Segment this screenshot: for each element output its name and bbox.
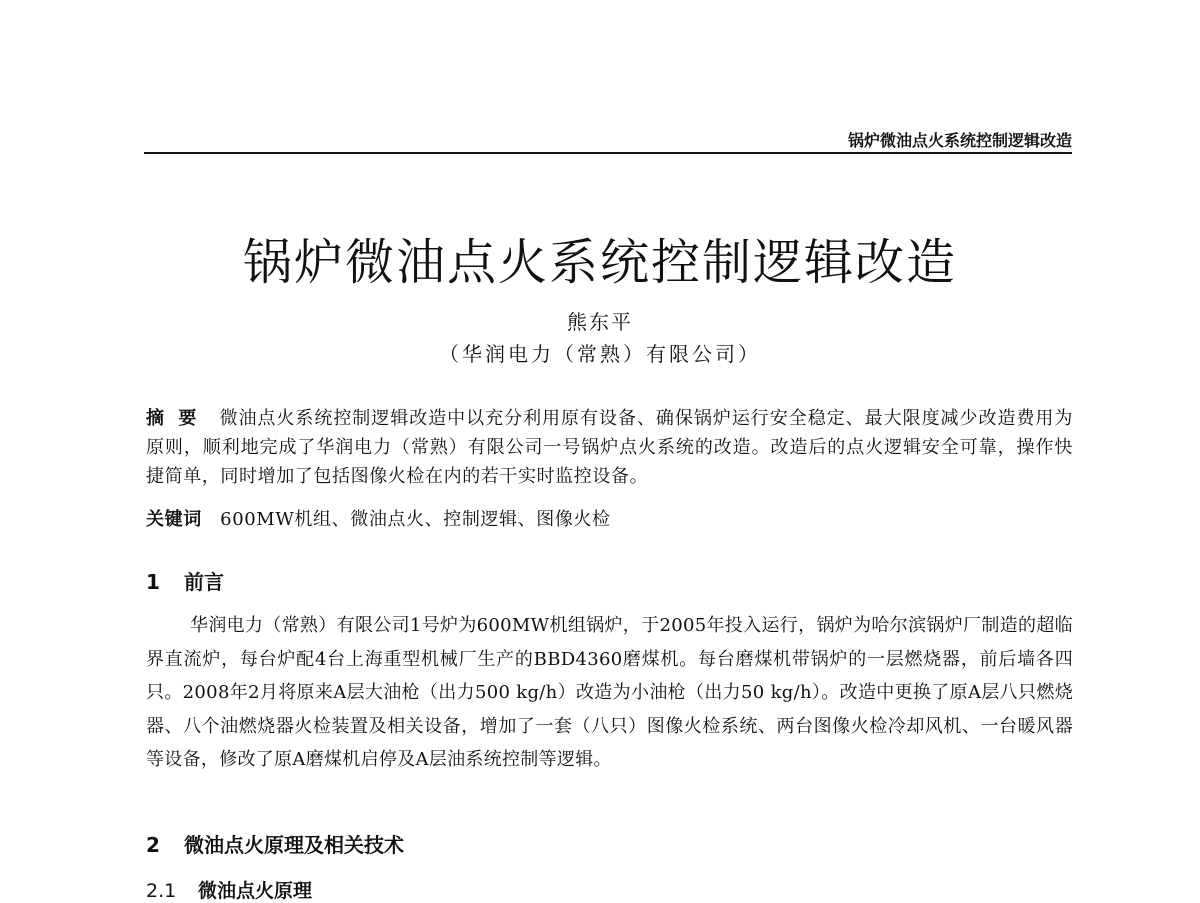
section-1-body: 华润电力（常熟）有限公司1号炉为600MW机组锅炉，于2005年投入运行，锅炉为哈尔滨锅炉厂制造的超临界直流炉，每台炉配4台上海重型机械厂生产的BBD4360磨煤机。每台磨煤机带锅炉的一层燃烧器，前后墙各四只。2008年2月将原来A层大油枪（出力500 kg/h）改造为小油枪（出力50 kg/h）。改造中更换了原A层八只燃烧器、八个油燃烧器火检装置及相关设备，增加了一套（八只）图像火检系统、两台图像火检冷却风机、一台暖风器等设备，修改了原A磨煤机启停及A层油系统控制等逻辑。 <box>146 615 1073 771</box>
running-header: 锅炉微油点火系统控制逻辑改造 <box>847 131 1072 150</box>
header-rule <box>144 152 1072 154</box>
subsection-heading-2-1 <box>146 876 312 903</box>
section-number: 2 <box>146 833 160 857</box>
subsection-number: 2.1 <box>146 880 177 902</box>
abstract-text: 微油点火系统控制逻辑改造中以充分利用原有设备、确保锅炉运行安全稳定、最大限度减少改造费用为原则，顺利地完成了华润电力（常熟）有限公司一号锅炉点火系统的改造。改造后的点火逻辑安全可靠，操作快捷简单，同时增加了包括图像火检在内的若干实时监控设备。 <box>146 408 1074 487</box>
paper-title: 锅炉微油点火系统控制逻辑改造 <box>242 234 957 291</box>
keywords-label: 关键词 <box>146 509 202 530</box>
subsection-title: 微油点火原理 <box>198 880 313 902</box>
section-heading-1 <box>146 566 224 595</box>
keywords-text: 600MW机组、微油点火、控制逻辑、图像火检 <box>220 509 611 530</box>
keywords <box>146 505 611 531</box>
abstract <box>146 404 1073 491</box>
author-name: 熊东平 <box>567 310 633 334</box>
abstract-label: 摘要 <box>146 408 211 429</box>
section-number: 1 <box>146 570 160 594</box>
author-affiliation: （华润电力（常熟）有限公司） <box>439 342 761 366</box>
section-title: 微油点火原理及相关技术 <box>184 833 404 857</box>
section-heading-2 <box>146 829 404 858</box>
section-title: 前言 <box>184 570 224 594</box>
